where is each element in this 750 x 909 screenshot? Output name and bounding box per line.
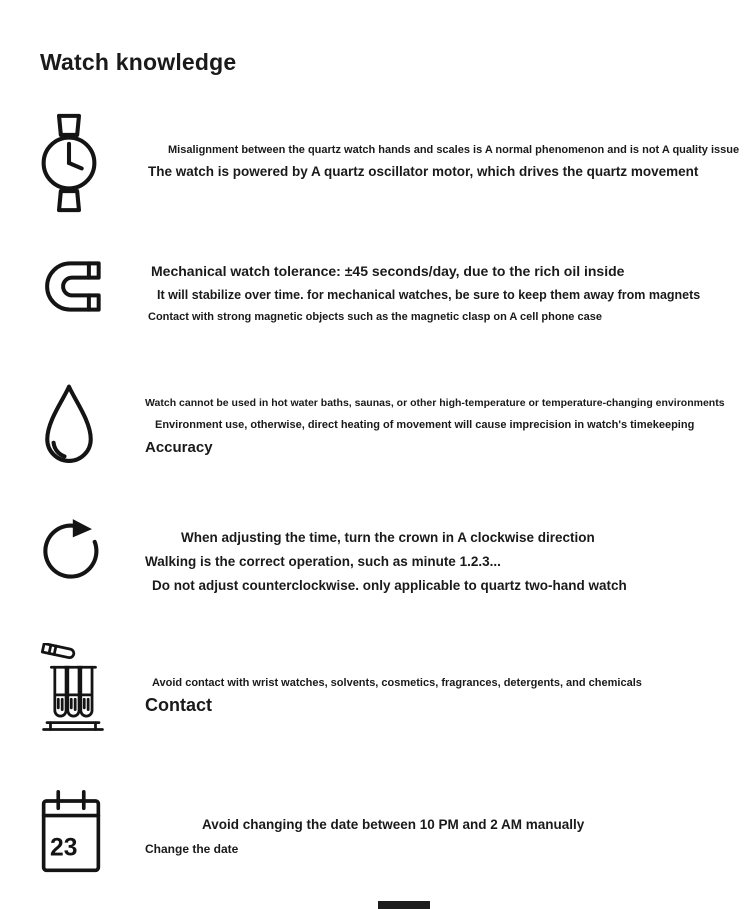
- clockwise-arrow-icon: [40, 518, 145, 601]
- section-accuracy: [40, 383, 724, 470]
- text-line: When adjusting the time, turn the crown in A clockwise direction: [181, 530, 595, 545]
- section-crown-adjustment: [40, 518, 724, 601]
- text-line: Walking is the correct operation, such as minute 1.2.3...: [145, 554, 501, 569]
- section-heading: Accuracy: [145, 439, 213, 456]
- page-title: Watch knowledge: [40, 49, 237, 76]
- section-change-date: [40, 788, 724, 876]
- text-line: Watch cannot be used in hot water baths, saunas, or other high-temperature or temperature-changing environments: [145, 397, 725, 409]
- calendar-icon: [40, 788, 145, 876]
- calendar-day-number: 23: [50, 834, 78, 862]
- text-line: Mechanical watch tolerance: ±45 seconds/day, due to the rich oil inside: [151, 263, 625, 279]
- text-line: Avoid changing the date between 10 PM and 2 AM manually: [202, 817, 585, 832]
- text-line: The watch is powered by A quartz oscillator motor, which drives the quartz movement: [148, 164, 699, 179]
- section-quartz-movement: [40, 112, 740, 214]
- wrist-watch-icon: [40, 112, 145, 214]
- next-image-edge: [378, 901, 430, 909]
- section-chemical-contact: [40, 643, 724, 733]
- magnet-icon: [40, 258, 145, 331]
- text-line: Change the date: [145, 842, 239, 856]
- text-line: Misalignment between the quartz watch hands and scales is A normal phenomenon and is not A quality issue: [168, 144, 740, 156]
- text-line: Avoid contact with wrist watches, solvents, cosmetics, fragrances, detergents, and chemicals: [152, 677, 642, 689]
- text-line: Contact with strong magnetic objects such as the magnetic clasp on A cell phone case: [148, 311, 602, 323]
- text-line: It will stabilize over time. for mechanical watches, be sure to keep them away from magnets: [157, 288, 701, 302]
- test-tubes-icon: [40, 643, 145, 733]
- section-magnetism: [40, 258, 724, 331]
- water-drop-icon: [40, 383, 145, 470]
- section-heading: Contact: [145, 695, 212, 715]
- text-line: Environment use, otherwise, direct heating of movement will cause imprecision in watch's timekeeping: [155, 419, 695, 431]
- text-line: Do not adjust counterclockwise. only applicable to quartz two-hand watch: [152, 578, 627, 593]
